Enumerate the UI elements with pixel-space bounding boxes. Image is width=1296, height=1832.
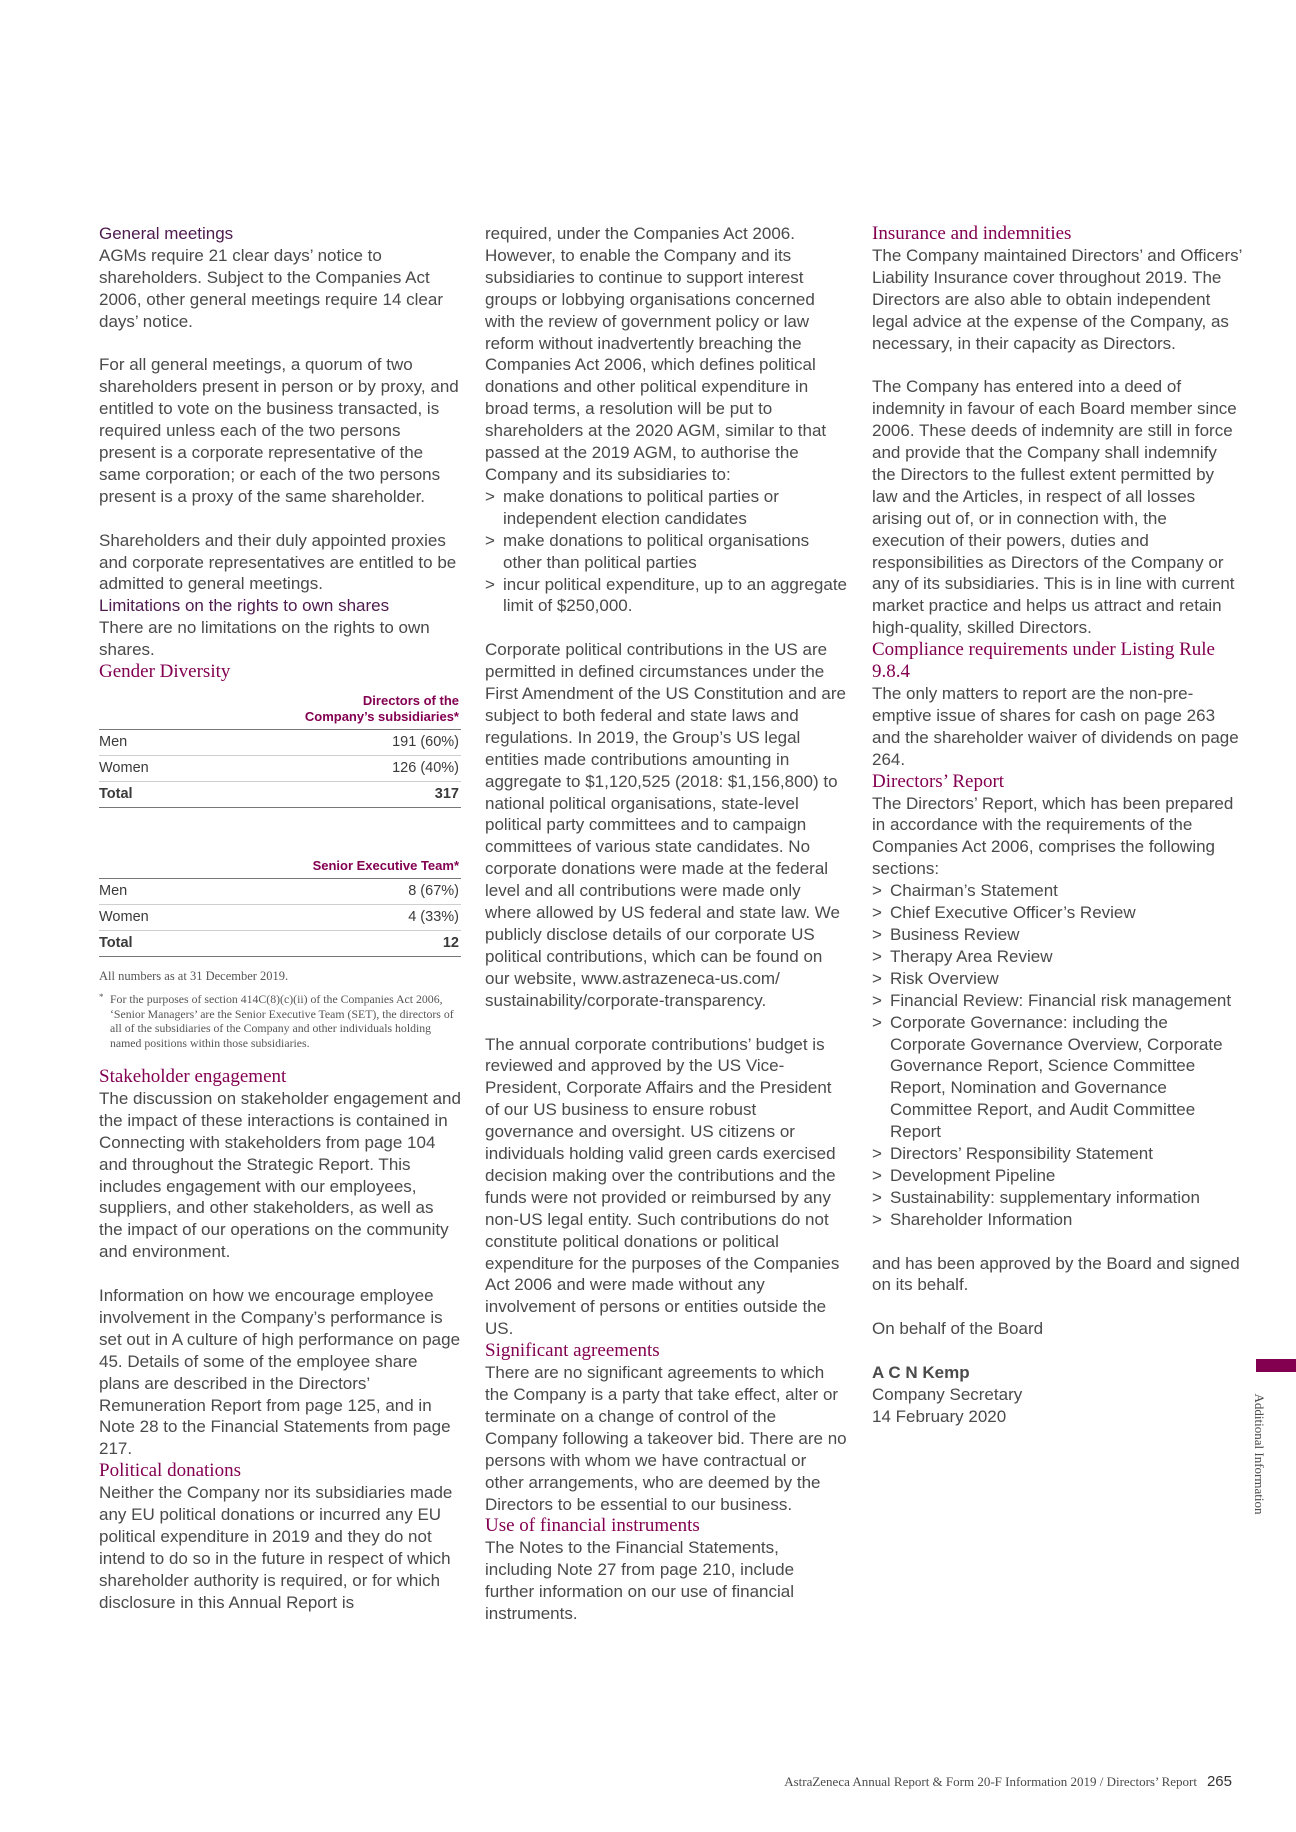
- column-left: [99, 223, 461, 1614]
- political-cont-p3: The annual corporate contributions’ budget is reviewed and approved by the US Vice-President, Corporate Affairs and the President of our US business to ensure robust governance and oversight. US citizens or individuals holding valid green cards exercised decision making over the contributions and the funds were not provided or reimbursed by any non-US legal entity. Such contributions do not constitute political donations or political expenditure for the purposes of the Companies Act 2006 and were made without any involvement of persons or entities outside the US.: [485, 1034, 840, 1339]
- compliance-heading: Compliance requirements under Listing Rule 9.8.4: [872, 639, 1215, 683]
- signatory-date: 14 February 2020: [872, 1406, 1007, 1426]
- column-right: [872, 223, 1242, 1428]
- table-row: [99, 730, 461, 756]
- general-meetings-p3: Shareholders and their duly appointed proxies and corporate representatives are entitled to be admitted to general meetings.: [99, 530, 457, 594]
- list-item: > Sustainability: supplementary information: [872, 1187, 1242, 1209]
- political-heading: Political donations: [99, 1460, 241, 1482]
- financial-instruments-p1: The Notes to the Financial Statements, including Note 27 from page 210, include further information on our use of financial instruments.: [485, 1538, 795, 1624]
- insurance-p1: The Company maintained Directors’ and Officers’ Liability Insurance cover throughout 2019. The Directors are also able to obtain independent legal advice at the expense of the Company, as necessary, in their capacity as Directors.: [872, 245, 1242, 353]
- directors-report-sections: [872, 880, 1242, 1231]
- list-item: > Financial Review: Financial risk management: [872, 990, 1242, 1012]
- financial-instruments-heading: Use of financial instruments: [485, 1515, 700, 1537]
- insurance-heading: Insurance and indemnities: [872, 223, 1072, 244]
- list-item: > Therapy Area Review: [872, 946, 1242, 968]
- row-value: 191 (60%): [299, 730, 461, 756]
- list-item: > Directors’ Responsibility Statement: [872, 1143, 1242, 1165]
- compliance-p1: The only matters to report are the non-pre-emptive issue of shares for cash on page 263 and the shareholder waiver of dividends on page 264.: [872, 684, 1239, 769]
- row-value: 12: [279, 931, 461, 957]
- list-item: > Chairman’s Statement: [872, 880, 1242, 902]
- table-col-header: Senior Executive Team*: [312, 858, 459, 873]
- list-item: > incur political expenditure, up to an aggregate limit of $250,000.: [485, 574, 847, 618]
- stakeholder-p2: Information on how we encourage employee involvement in the Company’s performance is set out in A culture of high performance on page 45. Details of some of the employee share plans are described in the Directors’ Remuneration Report from page 125, and in Note 28 to the Financial Statements from page 217.: [99, 1286, 461, 1459]
- list-item: > Chief Executive Officer’s Review: [872, 902, 1242, 924]
- table-footnote: [99, 992, 461, 1050]
- general-meetings-p1: AGMs require 21 clear days’ notice to shareholders. Subject to the Companies Act 2006, other general meetings require 14 clear days’ notice.: [99, 245, 443, 331]
- limitations-p1: There are no limitations on the rights to own shares.: [99, 618, 430, 660]
- row-value: 4 (33%): [279, 905, 461, 931]
- list-item: > make donations to political organisations other than political parties: [485, 530, 847, 574]
- table-row: [99, 879, 461, 905]
- list-item: > Corporate Governance: including the Corporate Governance Overview, Corporate Governance Report, Science Committee Report, Nomination and Governance Committee Report, and Audit Committee Report: [872, 1012, 1242, 1143]
- page-number: 265: [1206, 1773, 1232, 1790]
- row-label: Total: [99, 931, 279, 957]
- directors-report-p2: and has been approved by the Board and signed on its behalf.: [872, 1253, 1240, 1295]
- signatory-title: Company Secretary: [872, 1384, 1023, 1404]
- general-meetings-p2: For all general meetings, a quorum of two shareholders present in person or by proxy, and entitled to vote on the business transacted, is required unless each of the two persons present is a corporate representative of the same corporation; or each of the two persons present is a proxy of the same shareholder.: [99, 355, 459, 506]
- political-bullets: [485, 486, 847, 617]
- limitations-heading: Limitations on the rights to own shares: [99, 596, 390, 616]
- list-item: > Development Pipeline: [872, 1165, 1242, 1187]
- table-row-total: [99, 782, 461, 808]
- row-value: 317: [299, 782, 461, 808]
- directors-report-p1: The Directors’ Report, which has been prepared in accordance with the requirements of the Companies Act 2006, comprises the following sections:: [872, 793, 1234, 879]
- gender-table-subsidiaries: [99, 693, 461, 808]
- political-cont-p1: required, under the Companies Act 2006. However, to enable the Company and its subsidiaries to continue to support interest groups or lobbying organisations concerned with the review of government policy or law reform without inadvertently breaching the Companies Act 2006, which defines political donations and other political expenditure in broad terms, a resolution will be put to shareholders at the 2020 AGM, similar to that passed at the 2019 AGM, to authorise the Company and its subsidiaries to:: [485, 224, 827, 484]
- row-label: Men: [99, 730, 299, 756]
- directors-report-heading: Directors’ Report: [872, 770, 1005, 792]
- list-item: > Risk Overview: [872, 968, 1242, 990]
- signatory-name: A C N Kemp: [872, 1363, 970, 1383]
- significant-agreements-heading: Significant agreements: [485, 1340, 660, 1362]
- stakeholder-p1: The discussion on stakeholder engagement and the impact of these interactions is contained in Connecting with stakeholders from page 104 and throughout the Strategic Report. This includes engagement with our employees, suppliers, and other stakeholders, as well as the impact of our operations on the community and environment.: [99, 1088, 461, 1262]
- list-item: > Shareholder Information: [872, 1209, 1242, 1231]
- row-value: 126 (40%): [299, 756, 461, 782]
- section-tab-marker: [1256, 1359, 1296, 1372]
- table-row: [99, 905, 461, 931]
- table-row-total: [99, 931, 461, 957]
- row-label: Women: [99, 905, 279, 931]
- row-value: 8 (67%): [279, 879, 461, 905]
- table-row: [99, 756, 461, 782]
- table-note: All numbers as at 31 December 2019.: [99, 969, 289, 983]
- section-tab-label: Additional Information: [1252, 1393, 1267, 1515]
- row-label: Women: [99, 756, 299, 782]
- significant-agreements-p1: There are no significant agreements to which the Company is a party that take effect, alter or terminate on a change of control of the Company following a takeover bid. There are no persons with whom we have contractual or other arrangements, who are deemed by the Directors to be essential to our business.: [485, 1363, 847, 1514]
- row-label: Men: [99, 879, 279, 905]
- footer-text: AstraZeneca Annual Report & Form 20-F Information 2019 / Directors’ Report: [784, 1774, 1197, 1789]
- column-middle: [485, 223, 847, 1625]
- list-item: > Business Review: [872, 924, 1242, 946]
- insurance-p2: The Company has entered into a deed of indemnity in favour of each Board member since 2006. These deeds of indemnity are still in force and provide that the Company shall indemnify the Directors to the fullest extent permitted by law and the Articles, in respect of all losses arising out of, or in connection with, the execution of their powers, duties and responsibilities as Directors of the Company or any of its subsidiaries. This is in line with current market practice and helps us attract and retain high-quality, skilled Directors.: [872, 377, 1237, 638]
- page-footer: [784, 1773, 1232, 1790]
- row-label: Total: [99, 782, 299, 808]
- general-meetings-heading: General meetings: [99, 224, 234, 243]
- political-p1: Neither the Company nor its subsidiaries made any EU political donations or incurred any EU political expenditure in 2019 and they do not intend to do so in the future in respect of which shareholder authority is required, or for which disclosure in this Annual Report is: [99, 1483, 453, 1612]
- gender-table-set: [99, 858, 461, 957]
- table-col-header: Directors of the Company’s subsidiaries*: [304, 693, 459, 724]
- stakeholder-heading: Stakeholder engagement: [99, 1066, 287, 1087]
- footnote-mark: *: [99, 992, 104, 1002]
- section-tab: [1248, 1384, 1270, 1524]
- footnote-text: For the purposes of section 414C(8)(c)(ii) of the Companies Act 2006, ‘Senior Managers’ are the Senior Executive Team (SET), the directors of all of the subsidiaries of the Company and other individuals holding named positions within those subsidiaries.: [110, 992, 454, 1050]
- gender-diversity-heading: Gender Diversity: [99, 661, 231, 683]
- directors-report-p3: On behalf of the Board: [872, 1319, 1044, 1339]
- list-item: > make donations to political parties or independent election candidates: [485, 486, 847, 530]
- political-cont-p2: Corporate political contributions in the US are permitted in defined circumstances under the First Amendment of the US Constitution and are subject to both federal and state laws and regulations. In 2019, the Group’s US legal entities made contributions amounting in aggregate to $1,120,525 (2018: $1,156,800) to national political organisations, state-level political party committees and to campaign committees of various state candidates. No corporate donations were made at the federal level and all contributions were made only where allowed by US federal and state law. We publicly disclose details of our corporate US political contributions, which can be found on our website, www.astrazeneca-us.com/ sustainability/corporate-transparency.: [485, 640, 846, 1010]
